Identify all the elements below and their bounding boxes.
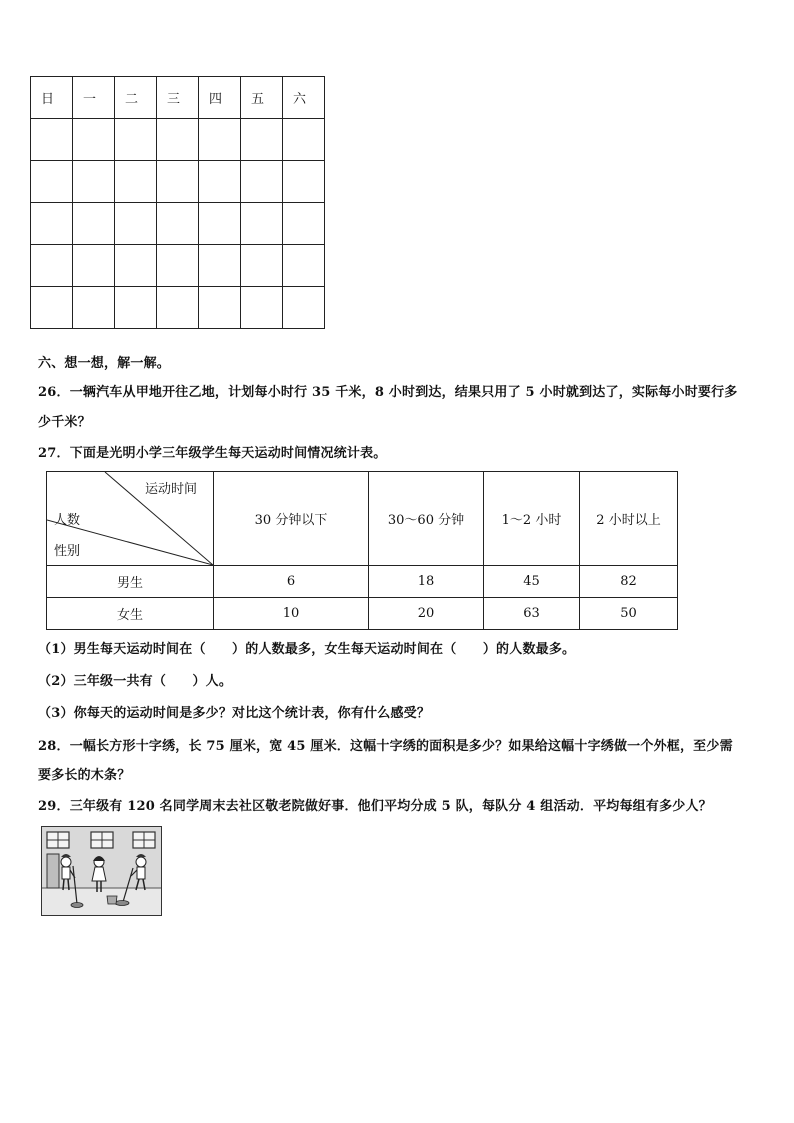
cleaning-illustration: [41, 826, 162, 916]
corner-label-count: 人数: [54, 513, 81, 528]
weekday-cell: [73, 77, 115, 119]
table-cell: 6: [214, 566, 369, 598]
calendar-cell[interactable]: [241, 287, 283, 329]
calendar-cell[interactable]: [31, 287, 73, 329]
weekday-label: 五: [251, 92, 265, 107]
calendar-row: [31, 119, 325, 161]
question-28-line1: 28．一幅长方形十字绣，长 75 厘米，宽 45 厘米．这幅十字绣的面积是多少？如果给这幅十字绣做一个外框，至少需: [38, 739, 733, 754]
weekday-label: 六: [293, 92, 307, 107]
calendar-cell[interactable]: [157, 119, 199, 161]
calendar-cell[interactable]: [157, 245, 199, 287]
calendar-cell[interactable]: [31, 119, 73, 161]
column-header: 2 小时以上: [580, 472, 678, 566]
weekday-cell: [115, 77, 157, 119]
calendar-cell[interactable]: [199, 245, 241, 287]
calendar-cell[interactable]: [241, 161, 283, 203]
table-row: [47, 598, 678, 630]
question-27-sub2: （2）三年级一共有（ ）人。: [38, 674, 233, 689]
calendar-row: [31, 203, 325, 245]
question-29-line1: 29．三年级有 120 名同学周末去社区敬老院做好事．他们平均分成 5 队，每队分 4 组活动．平均每组有多少人？: [38, 799, 712, 814]
calendar-cell[interactable]: [73, 245, 115, 287]
weekday-label: 日: [41, 92, 55, 107]
question-27-sub1: （1）男生每天运动时间在（ ）的人数最多，女生每天运动时间在（ ）的人数最多。: [38, 642, 576, 657]
calendar-weekday-row: [31, 77, 325, 119]
calendar-grid: [30, 76, 325, 329]
weekday-label: 二: [125, 92, 139, 107]
calendar-cell[interactable]: [115, 287, 157, 329]
table-cell: 82: [580, 566, 678, 598]
calendar-cell[interactable]: [199, 287, 241, 329]
calendar-cell[interactable]: [283, 119, 325, 161]
question-26-line1: 26．一辆汽车从甲地开往乙地，计划每小时行 35 千米，8 小时到达，结果只用了 5 小时就到达了，实际每小时要行多: [38, 385, 738, 400]
corner-label-gender: 性别: [54, 544, 81, 559]
question-28-line2: 要多长的木条？: [38, 768, 131, 783]
calendar-cell[interactable]: [157, 203, 199, 245]
calendar-cell[interactable]: [73, 161, 115, 203]
table-cell: 63: [484, 598, 580, 630]
calendar-row: [31, 161, 325, 203]
calendar-cell[interactable]: [199, 203, 241, 245]
weekday-cell: [283, 77, 325, 119]
table-cell: 20: [369, 598, 484, 630]
weekday-label: 三: [167, 92, 181, 107]
calendar-cell[interactable]: [31, 245, 73, 287]
question-27-intro: 27．下面是光明小学三年级学生每天运动时间情况统计表。: [38, 446, 387, 461]
weekday-cell: [31, 77, 73, 119]
weekday-cell: [157, 77, 199, 119]
table-cell: 18: [369, 566, 484, 598]
table-header-row: [47, 472, 678, 566]
calendar-cell[interactable]: [241, 203, 283, 245]
calendar-row: [31, 245, 325, 287]
section-heading: 六、想一想，解一解。: [38, 356, 171, 371]
corner-label-time: 运动时间: [145, 482, 198, 497]
weekday-cell: [199, 77, 241, 119]
calendar-row: [31, 287, 325, 329]
table-cell: 50: [580, 598, 678, 630]
calendar-cell[interactable]: [73, 119, 115, 161]
calendar-cell[interactable]: [31, 203, 73, 245]
weekday-label: 四: [209, 92, 223, 107]
table-row: [47, 566, 678, 598]
column-header: 30 分钟以下: [214, 472, 369, 566]
row-label: 男生: [47, 566, 214, 598]
calendar-cell[interactable]: [73, 203, 115, 245]
row-label: 女生: [47, 598, 214, 630]
calendar-cell[interactable]: [115, 203, 157, 245]
calendar-cell[interactable]: [283, 203, 325, 245]
calendar-cell[interactable]: [31, 161, 73, 203]
calendar-cell[interactable]: [115, 161, 157, 203]
calendar-cell[interactable]: [115, 119, 157, 161]
calendar-cell[interactable]: [73, 287, 115, 329]
diagonal-header-cell: [47, 472, 214, 566]
weekday-label: 一: [83, 92, 97, 107]
weekday-cell: [241, 77, 283, 119]
calendar-cell[interactable]: [241, 119, 283, 161]
table-cell: 45: [484, 566, 580, 598]
calendar-cell[interactable]: [283, 287, 325, 329]
calendar-cell[interactable]: [283, 161, 325, 203]
table-cell: 10: [214, 598, 369, 630]
question-26-line2: 少千米？: [38, 415, 91, 430]
exercise-time-table: [46, 471, 678, 630]
calendar-cell[interactable]: [115, 245, 157, 287]
calendar-cell[interactable]: [283, 245, 325, 287]
calendar-cell[interactable]: [157, 287, 199, 329]
calendar-cell[interactable]: [157, 161, 199, 203]
question-27-sub3: （3）你每天的运动时间是多少？对比这个统计表，你有什么感受？: [38, 706, 431, 721]
calendar-cell[interactable]: [241, 245, 283, 287]
column-header: 30～60 分钟: [369, 472, 484, 566]
column-header: 1～2 小时: [484, 472, 580, 566]
calendar-cell[interactable]: [199, 161, 241, 203]
calendar-cell[interactable]: [199, 119, 241, 161]
